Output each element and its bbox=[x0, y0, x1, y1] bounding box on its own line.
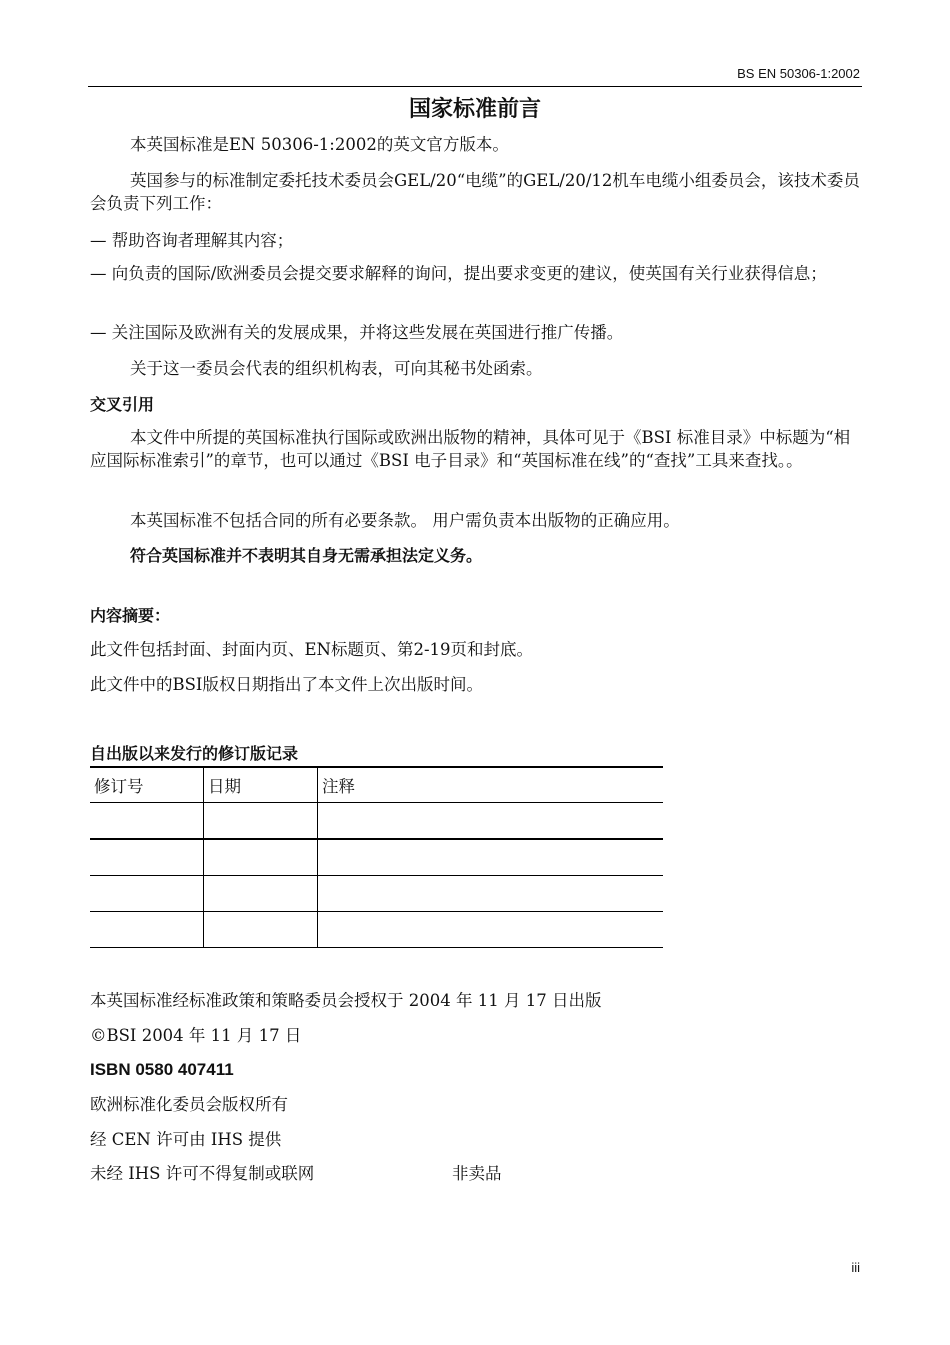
intro-item-3: — 关注国际及欧洲有关的发展成果，并将这些发展在英国进行推广传播。 bbox=[90, 323, 624, 342]
table-cell bbox=[90, 839, 204, 876]
cen-copyright: 欧洲标准化委员会版权所有 bbox=[90, 1095, 288, 1114]
cross-reference-paragraph-1: 本文件中所提的英国标准执行国际或欧洲出版物的精神，具体可见于《BSI 标准目录》中标题为“相应国际标准索引”的章节，也可以通过《BSI 电子目录》和“英国标准在线”的“查找”工具来查找。。 bbox=[90, 428, 851, 470]
header-rule bbox=[88, 86, 862, 87]
table-cell bbox=[204, 876, 318, 912]
intro-item-1: — 帮助咨询者理解其内容； bbox=[90, 231, 294, 250]
column-header-revision-number: 修订号 bbox=[90, 767, 204, 803]
page-number: iii bbox=[851, 1260, 860, 1275]
column-header-date: 日期 bbox=[204, 767, 318, 803]
revision-record-table bbox=[90, 766, 663, 948]
table-row bbox=[90, 876, 663, 912]
table-cell bbox=[318, 876, 664, 912]
intro-item-2: — 向负责的国际/欧洲委员会提交要求解释的询问，提出要求变更的建议，使英国有关行业获得信息； bbox=[90, 264, 827, 283]
intro-paragraph-1: 本英国标准是EN 50306-1:2002的英文官方版本。 bbox=[130, 135, 509, 154]
table-cell bbox=[90, 876, 204, 912]
revision-record-heading: 自出版以来发行的修订版记录 bbox=[90, 744, 299, 763]
table-row bbox=[90, 839, 663, 876]
document-id: BS EN 50306-1:2002 bbox=[737, 66, 860, 81]
intro-paragraph-3: 关于这一委员会代表的组织机构表，可向其秘书处函索。 bbox=[130, 359, 543, 378]
not-for-sale-notice: 非卖品 bbox=[452, 1164, 502, 1183]
page-title: 国家标准前言 bbox=[408, 97, 541, 122]
authorization-statement: 本英国标准经标准政策和策略委员会授权于 2004 年 11 月 17 日出版 bbox=[90, 991, 602, 1010]
isbn: ISBN 0580 407411 bbox=[90, 1060, 234, 1079]
table-cell bbox=[204, 839, 318, 876]
table-header-row bbox=[90, 767, 663, 803]
table-cell bbox=[90, 803, 204, 840]
intro-paragraph-2: 英国参与的标准制定委托技术委员会GEL/20“电缆”的GEL/20/12机车电缆小组委员会，该技术委员会负责下列工作： bbox=[90, 171, 860, 213]
table-cell bbox=[204, 803, 318, 840]
table-cell bbox=[318, 839, 664, 876]
summary-heading: 内容摘要： bbox=[90, 606, 171, 625]
cross-reference-paragraph-2: 本英国标准不包括合同的所有必要条款。 用户需负责本出版物的正确应用。 bbox=[130, 511, 680, 530]
legal-obligation-notice: 符合英国标准并不表明其自身无需承担法定义务。 bbox=[130, 546, 483, 565]
table-cell bbox=[318, 803, 664, 840]
table-cell bbox=[204, 912, 318, 948]
summary-paragraph-2: 此文件中的BSI版权日期指出了本文件上次出版时间。 bbox=[90, 675, 483, 694]
ihs-license-notice: 经 CEN 许可由 IHS 提供 bbox=[90, 1130, 282, 1149]
cross-reference-heading: 交叉引用 bbox=[90, 395, 155, 414]
table-row bbox=[90, 912, 663, 948]
copyright-line: ©BSI 2004 年 11 月 17 日 bbox=[90, 1026, 302, 1045]
table-cell bbox=[318, 912, 664, 948]
reproduction-notice: 未经 IHS 许可不得复制或联网 bbox=[90, 1164, 315, 1183]
column-header-notes: 注释 bbox=[318, 767, 664, 803]
table-cell bbox=[90, 912, 204, 948]
table-row bbox=[90, 803, 663, 840]
summary-paragraph-1: 此文件包括封面、封面内页、EN标题页、第2-19页和封底。 bbox=[90, 640, 534, 659]
